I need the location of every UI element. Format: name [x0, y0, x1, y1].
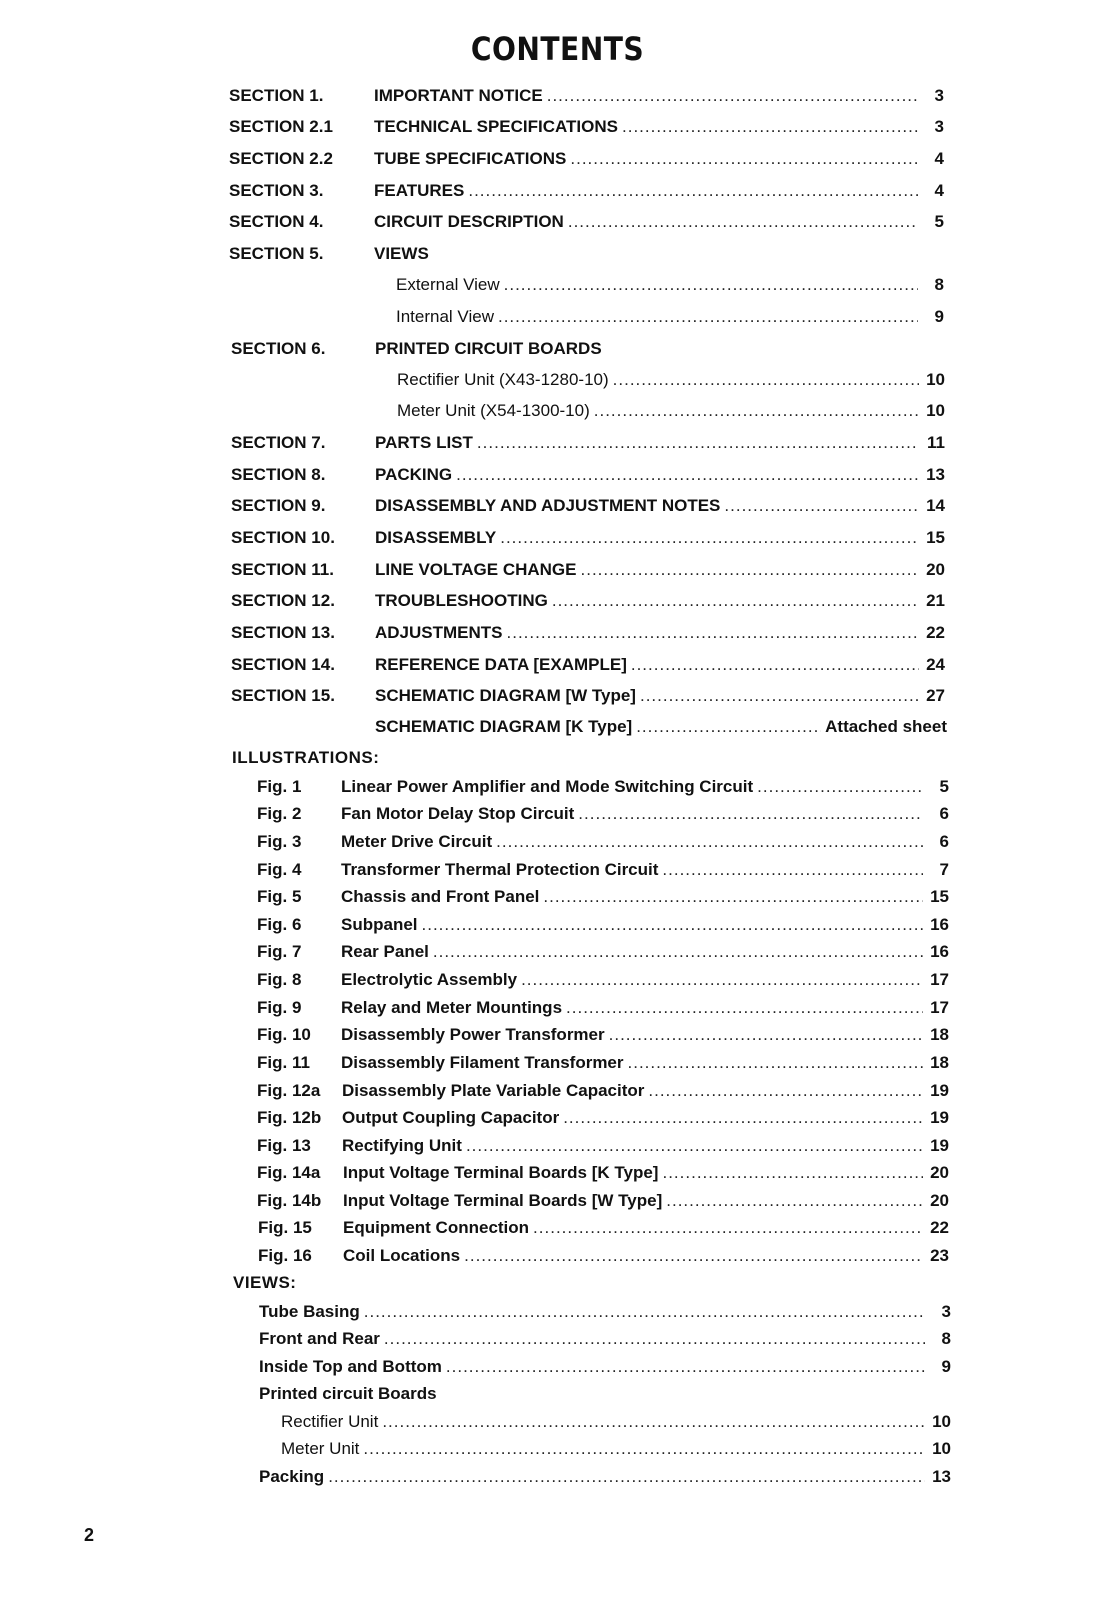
toc-entry[interactable] [374, 211, 944, 233]
entry-page: 19 [930, 1108, 949, 1127]
leader-dots [433, 941, 923, 963]
toc-entry[interactable] [375, 527, 945, 549]
toc-entry[interactable] [341, 1052, 949, 1074]
leader-dots [628, 1052, 923, 1074]
toc-entry[interactable] [341, 859, 949, 881]
leader-dots [594, 400, 919, 422]
entry-title: Printed circuit Boards [259, 1384, 437, 1403]
page-title: CONTENTS [470, 30, 645, 68]
leader-dots [578, 803, 923, 825]
entry-page: Attached sheet [825, 717, 947, 736]
toc-entry[interactable] [374, 116, 944, 138]
toc-entry[interactable] [341, 831, 949, 853]
leader-dots [498, 306, 918, 328]
entry-page: 8 [941, 1329, 951, 1348]
entry-title: TUBE SPECIFICATIONS [374, 149, 567, 168]
fig-label: Fig. 15 [258, 1218, 312, 1237]
entry-page: 5 [934, 212, 944, 231]
entry-title: Input Voltage Terminal Boards [K Type] [343, 1163, 659, 1182]
entry-title: Meter Drive Circuit [341, 832, 493, 851]
leader-dots [609, 1024, 923, 1046]
entry-title: TROUBLESHOOTING [375, 591, 548, 610]
entry-page: 15 [930, 887, 949, 906]
fig-label: Fig. 12a [257, 1081, 321, 1100]
entry-title: Meter Unit [281, 1439, 360, 1458]
section-label: SECTION 3. [229, 181, 324, 200]
entry-page: 3 [934, 86, 944, 105]
toc-entry[interactable] [374, 243, 944, 265]
entry-page: 20 [930, 1191, 949, 1210]
leader-dots [543, 886, 923, 908]
entry-title: Output Coupling Capacitor [342, 1108, 560, 1127]
toc-entry[interactable] [341, 941, 949, 963]
entry-title: SCHEMATIC DIAGRAM [W Type] [375, 686, 636, 705]
entry-title: Disassembly Filament Transformer [341, 1053, 624, 1072]
fig-label: Fig. 14a [257, 1163, 321, 1182]
toc-entry[interactable] [341, 1024, 949, 1046]
toc-entry[interactable] [375, 495, 945, 517]
toc-entry[interactable] [375, 685, 945, 707]
entry-title: TECHNICAL SPECIFICATIONS [374, 117, 618, 136]
entry-page: 3 [934, 117, 944, 136]
entry-page: 6 [939, 832, 949, 851]
leader-dots [631, 654, 919, 676]
entry-title: Packing [259, 1467, 325, 1486]
leader-dots [496, 831, 923, 853]
entry-title: Internal View [396, 307, 494, 326]
leader-dots [533, 1217, 923, 1239]
entry-title: Relay and Meter Mountings [341, 998, 563, 1017]
entry-title: Equipment Connection [343, 1218, 530, 1237]
leader-dots [521, 969, 923, 991]
entry-title: DISASSEMBLY [375, 528, 497, 547]
entry-title: Rectifier Unit [281, 1412, 379, 1431]
entry-title: Coil Locations [343, 1246, 461, 1265]
section-label: SECTION 10. [231, 528, 335, 547]
section-label: SECTION 9. [231, 496, 326, 515]
leader-dots [328, 1466, 925, 1488]
section-label: SECTION 12. [231, 591, 335, 610]
leader-dots [464, 1245, 923, 1267]
section-label: SECTION 8. [231, 465, 326, 484]
leader-dots [477, 432, 919, 454]
leader-dots [662, 1162, 923, 1184]
entry-page: 3 [941, 1302, 951, 1321]
entry-page: 15 [926, 528, 945, 547]
entry-title: REFERENCE DATA [EXAMPLE] [375, 655, 627, 674]
entry-title: Electrolytic Assembly [341, 970, 518, 989]
entry-page: 5 [939, 777, 949, 796]
entry-page: 10 [926, 370, 945, 389]
entry-page: 16 [930, 942, 949, 961]
entry-page: 16 [930, 915, 949, 934]
entry-page: 17 [930, 998, 949, 1017]
leader-dots [456, 464, 919, 486]
entry-title: Rectifier Unit (X43-1280-10) [397, 370, 609, 389]
entry-page: 20 [930, 1163, 949, 1182]
toc-entry[interactable] [343, 1162, 949, 1184]
entry-title: PACKING [375, 465, 453, 484]
entry-title: PARTS LIST [375, 433, 473, 452]
fig-label: Fig. 4 [257, 860, 302, 879]
entry-title: CIRCUIT DESCRIPTION [374, 212, 564, 231]
toc-entry[interactable] [375, 432, 945, 454]
section-label: SECTION 14. [231, 655, 335, 674]
entry-page: 11 [927, 433, 945, 452]
entry-page: 4 [934, 149, 944, 168]
toc-entry[interactable] [259, 1383, 951, 1405]
entry-title: Meter Unit (X54-1300-10) [397, 401, 590, 420]
leader-dots [563, 1107, 923, 1129]
toc-entry[interactable] [375, 559, 945, 581]
fig-label: Fig. 9 [257, 998, 302, 1017]
toc-entry[interactable] [375, 622, 945, 644]
entry-page: 9 [941, 1357, 951, 1376]
fig-label: Fig. 7 [257, 942, 302, 961]
leader-dots [384, 1328, 925, 1350]
leader-dots [570, 148, 918, 170]
section-label: SECTION 11. [231, 560, 334, 579]
fig-label: Fig. 12b [257, 1108, 322, 1127]
leader-dots [581, 559, 920, 581]
toc-entry[interactable] [259, 1301, 951, 1323]
toc-entry[interactable] [341, 914, 949, 936]
fig-label: Fig. 10 [257, 1025, 311, 1044]
fig-label: Fig. 16 [258, 1246, 312, 1265]
leader-dots [636, 716, 821, 738]
section-label: SECTION 1. [229, 86, 324, 105]
entry-page: 22 [926, 623, 945, 642]
entry-page: 27 [926, 686, 945, 705]
leader-dots [364, 1301, 925, 1323]
toc-entry[interactable] [375, 338, 945, 360]
leader-dots [422, 914, 923, 936]
entry-title: Fan Motor Delay Stop Circuit [341, 804, 575, 823]
entry-title: PRINTED CIRCUIT BOARDS [375, 339, 602, 358]
toc-entry[interactable] [343, 1190, 949, 1212]
entry-page: 8 [934, 275, 944, 294]
fig-label: Fig. 1 [257, 777, 302, 796]
fig-label: Fig. 6 [257, 915, 302, 934]
section-label: SECTION 15. [231, 686, 335, 705]
toc-subentry[interactable] [397, 369, 945, 391]
entry-title: Disassembly Power Transformer [341, 1025, 605, 1044]
toc-entry[interactable] [343, 1217, 949, 1239]
leader-dots [446, 1356, 925, 1378]
toc-entry[interactable] [342, 1107, 949, 1129]
fig-label: Fig. 5 [257, 887, 302, 906]
leader-dots [568, 211, 918, 233]
toc-entry[interactable] [259, 1466, 951, 1488]
entry-title: ADJUSTMENTS [375, 623, 503, 642]
entry-title: Tube Basing [259, 1302, 360, 1321]
entry-page: 6 [939, 804, 949, 823]
entry-page: 13 [932, 1467, 951, 1486]
leader-dots [547, 85, 918, 107]
entry-title: Chassis and Front Panel [341, 887, 540, 906]
entry-title: Rear Panel [341, 942, 429, 961]
entry-page: 18 [930, 1053, 949, 1072]
entry-page: 19 [930, 1081, 949, 1100]
leader-dots [622, 116, 918, 138]
section-label: SECTION 5. [229, 244, 324, 263]
entry-page: 9 [934, 307, 944, 326]
fig-label: Fig. 3 [257, 832, 302, 851]
leader-dots [757, 776, 923, 798]
toc-entry[interactable] [375, 464, 945, 486]
entry-page: 13 [926, 465, 945, 484]
leader-dots [363, 1438, 925, 1460]
entry-title: IMPORTANT NOTICE [374, 86, 543, 105]
leader-dots [662, 859, 923, 881]
leader-dots [468, 180, 918, 202]
section-label: SECTION 7. [231, 433, 326, 452]
section-label: SECTION 4. [229, 212, 324, 231]
leader-dots [552, 590, 919, 612]
section-label: SECTION 2.2 [229, 149, 333, 168]
entry-page: 10 [932, 1412, 951, 1431]
toc-subentry[interactable] [281, 1438, 951, 1460]
section-label: SECTION 6. [231, 339, 326, 358]
entry-title: Input Voltage Terminal Boards [W Type] [343, 1191, 663, 1210]
entry-title: SCHEMATIC DIAGRAM [K Type] [375, 717, 633, 736]
entry-title: External View [396, 275, 500, 294]
entry-page: 10 [932, 1439, 951, 1458]
leader-dots [566, 997, 923, 1019]
leader-dots [724, 495, 919, 517]
entry-title: Transformer Thermal Protection Circuit [341, 860, 659, 879]
entry-title: Inside Top and Bottom [259, 1357, 442, 1376]
toc-subentry[interactable] [396, 274, 944, 296]
entry-page: 7 [939, 860, 949, 879]
toc-entry[interactable] [375, 716, 947, 738]
toc-entry[interactable] [374, 85, 944, 107]
toc-entry[interactable] [341, 776, 949, 798]
toc-entry[interactable] [341, 969, 949, 991]
entry-title: Front and Rear [259, 1329, 380, 1348]
entry-title: Linear Power Amplifier and Mode Switching Circuit [341, 777, 754, 796]
entry-title: Disassembly Plate Variable Capacitor [342, 1081, 645, 1100]
entry-title: LINE VOLTAGE CHANGE [375, 560, 577, 579]
fig-label: Fig. 11 [257, 1053, 310, 1072]
entry-page: 22 [930, 1218, 949, 1237]
toc-entry[interactable] [341, 997, 949, 1019]
toc-subentry[interactable] [396, 306, 944, 328]
toc-entry[interactable] [375, 654, 945, 676]
fig-label: Fig. 13 [257, 1136, 311, 1155]
fig-label: Fig. 2 [257, 804, 302, 823]
leader-dots [466, 1135, 923, 1157]
toc-entry[interactable] [342, 1135, 949, 1157]
entry-page: 19 [930, 1136, 949, 1155]
leader-dots [613, 369, 919, 391]
toc-entry[interactable] [341, 886, 949, 908]
leader-dots [507, 622, 919, 644]
views-heading: VIEWS: [233, 1273, 297, 1292]
entry-page: 24 [926, 655, 945, 674]
entry-title: DISASSEMBLY AND ADJUSTMENT NOTES [375, 496, 721, 515]
section-label: SECTION 13. [231, 623, 335, 642]
toc-subentry[interactable] [281, 1411, 951, 1433]
toc-entry[interactable] [374, 148, 944, 170]
toc-entry[interactable] [341, 803, 949, 825]
toc-entry[interactable] [343, 1245, 949, 1267]
entry-title: FEATURES [374, 181, 465, 200]
entry-title: Rectifying Unit [342, 1136, 462, 1155]
leader-dots [648, 1080, 923, 1102]
toc-entry[interactable] [374, 180, 944, 202]
illustrations-heading: ILLUSTRATIONS: [232, 748, 380, 767]
section-label: SECTION 2.1 [229, 117, 333, 136]
leader-dots [666, 1190, 923, 1212]
leader-dots [382, 1411, 925, 1433]
entry-title: VIEWS [374, 244, 429, 263]
toc-entry[interactable] [342, 1080, 949, 1102]
leader-dots [504, 274, 918, 296]
toc-entry[interactable] [375, 590, 945, 612]
entry-page: 21 [926, 591, 945, 610]
entry-page: 23 [930, 1246, 949, 1265]
entry-page: 10 [926, 401, 945, 420]
entry-page: 14 [926, 496, 945, 515]
leader-dots [500, 527, 919, 549]
entry-page: 17 [930, 970, 949, 989]
toc-entry[interactable] [259, 1328, 951, 1350]
fig-label: Fig. 8 [257, 970, 302, 989]
fig-label: Fig. 14b [257, 1191, 322, 1210]
page-number: 2 [84, 1525, 95, 1545]
leader-dots [640, 685, 919, 707]
toc-subentry[interactable] [397, 400, 945, 422]
toc-entry[interactable] [259, 1356, 951, 1378]
entry-title: Subpanel [341, 915, 418, 934]
entry-page: 18 [930, 1025, 949, 1044]
entry-page: 4 [934, 181, 944, 200]
entry-page: 20 [926, 560, 945, 579]
